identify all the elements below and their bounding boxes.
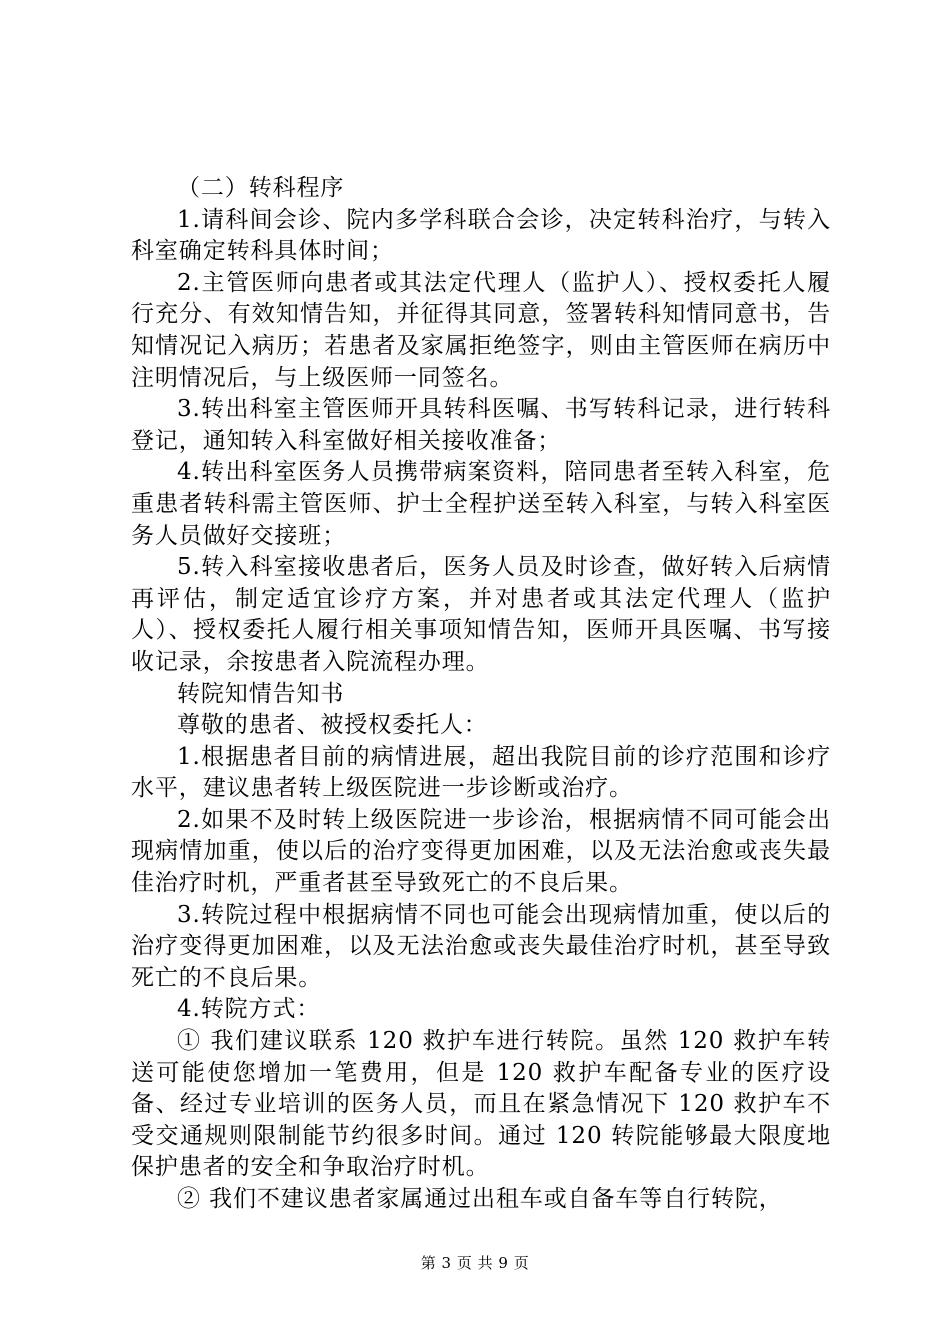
section-heading-transfer-procedure: （二）转科程序 bbox=[177, 175, 345, 201]
salutation: 尊敬的患者、被授权委托人： bbox=[177, 712, 488, 739]
page-number-footer: 第 3 页 共 9 页 bbox=[420, 1254, 530, 1272]
paragraph-step-5: 5.转入科室接收患者后，医务人员及时诊查，做好转入后病情再评估，制定适宜诊疗方案，并对患者或其法定代理人（监护人）、授权委托人履行相关事项知情告知，医师开具医嘱、书写接收记录，余按患者入院流程办理。 bbox=[131, 554, 831, 675]
paragraph-step-3: 3.转出科室主管医师开具转科医嘱、书写转科记录，进行转科登记，通知转入科室做好相关接收准备； bbox=[131, 396, 831, 454]
transfer-option-2: ② 我们不建议患者家属通过出租车或自备车等自行转院， bbox=[177, 1186, 783, 1212]
notice-item-3: 3.转院过程中根据病情不同也可能会出现病情加重，使以后的治疗变得更加困难，以及无法治愈或丧失最佳治疗时机，甚至导致死亡的不良后果。 bbox=[131, 901, 831, 991]
notice-item-4: 4.转院方式： bbox=[177, 996, 321, 1023]
paragraph-step-1: 1.请科间会诊、院内多学科联合会诊，决定转科治疗，与转入科室确定转科具体时间； bbox=[131, 206, 831, 265]
document-body bbox=[131, 173, 831, 1216]
paragraph-step-4: 4.转出科室医务人员携带病案资料，陪同患者至转入科室，危重患者转科需主管医师、护士全程护送至转入科室，与转入科室医务人员做好交接班； bbox=[131, 459, 831, 549]
notice-title: 转院知情告知书 bbox=[177, 680, 345, 707]
transfer-option-1: ① 我们建议联系 120 救护车进行转院。虽然 120 救护车转送可能使您增加一笔费用，但是 120 救护车配备专业的医疗设备、经过专业培训的医务人员，而且在紧急情况下 120 救护车不受交通规则限制能节约很多时间。通过 120 转院能够最大限度地保护患者的安全和争取治疗时机。 bbox=[131, 1028, 831, 1181]
notice-item-2: 2.如果不及时转上级医院进一步诊治，根据病情不同可能会出现病情加重，使以后的治疗变得更加困难，以及无法治愈或丧失最佳治疗时机，严重者甚至导致死亡的不良后果。 bbox=[131, 806, 831, 897]
notice-item-1: 1.根据患者目前的病情进展，超出我院目前的诊疗范围和诊疗水平，建议患者转上级医院进一步诊断或治疗。 bbox=[131, 743, 831, 802]
paragraph-step-2: 2.主管医师向患者或其法定代理人（监护人）、授权委托人履行充分、有效知情告知，并征得其同意，签署转科知情同意书，告知情况记入病历；若患者及家属拒绝签字，则由主管医师在病历中注明情况后，与上级医师一同签名。 bbox=[131, 269, 831, 391]
